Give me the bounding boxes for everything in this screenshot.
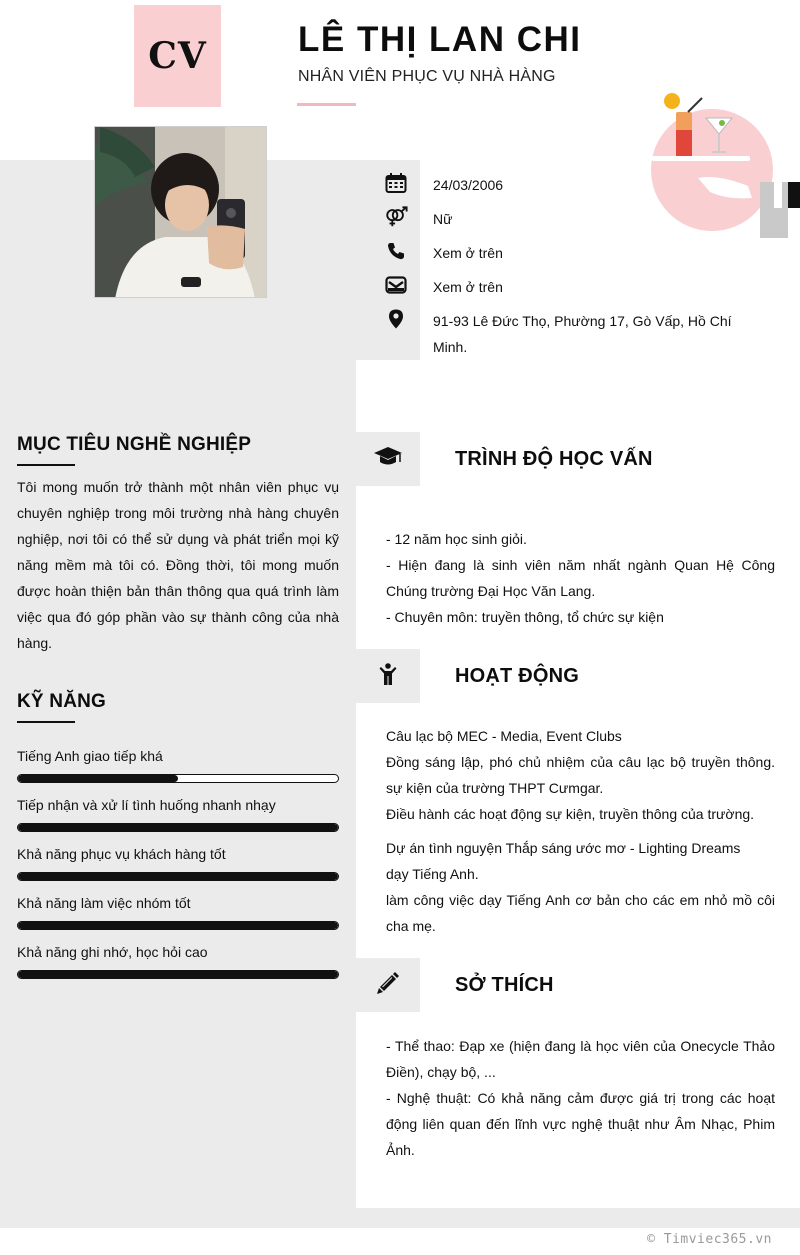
skill-label: Khả năng làm việc nhóm tốt — [17, 895, 191, 911]
skills-underline — [17, 721, 75, 723]
hobby-line: - Nghệ thuật: Có khả năng cảm được giá trị trong các hoạt động liên quan đến lĩnh vực nghệ thuật như Âm Nhạc, Phim Ảnh. — [386, 1090, 775, 1158]
skill-bar — [17, 970, 339, 979]
skill-label: Tiếng Anh giao tiếp khá — [17, 748, 163, 764]
birthday-row — [384, 172, 408, 194]
skill-bar — [17, 872, 339, 881]
skill-label: Tiếp nhận và xử lí tình huống nhanh nhạy — [17, 797, 276, 813]
hobbies-icon-box — [356, 958, 420, 1012]
objective-underline — [17, 464, 75, 466]
hobbies-text — [386, 1033, 775, 1163]
skill-bar-fill — [18, 824, 338, 831]
skill-bar — [17, 774, 339, 783]
skill-label: Khả năng phục vụ khách hàng tốt — [17, 846, 226, 862]
skill-bar-fill — [18, 971, 338, 978]
map-marker-icon — [384, 308, 408, 330]
activity-line: Câu lạc bộ MEC - Media, Event Clubs — [386, 728, 622, 744]
gender-row — [384, 206, 408, 228]
graduation-cap-icon — [373, 446, 403, 473]
skill-label: Khả năng ghi nhớ, học hỏi cao — [17, 944, 208, 960]
objective-title: MỤC TIÊU NGHỀ NGHIỆP — [17, 434, 252, 455]
activity-line: dạy Tiếng Anh. — [386, 866, 479, 882]
child-icon — [379, 663, 397, 690]
calendar-icon — [384, 172, 408, 194]
footer-watermark: © Timviec365.vn — [647, 1232, 772, 1247]
skill-bar — [17, 921, 339, 930]
activity-line: Đồng sáng lập, phó chủ nhiệm của câu lạc bộ truyền thông. sự kiện của trường THPT Cưmgar. — [386, 754, 775, 796]
education-icon-box — [356, 432, 420, 486]
education-line: - 12 năm học sinh giỏi. — [386, 531, 527, 547]
address-row — [384, 308, 408, 330]
email-value: Xem ở trên — [433, 279, 503, 295]
skill-bar-fill — [18, 775, 178, 782]
phone-value: Xem ở trên — [433, 245, 503, 261]
activities-group-1 — [386, 723, 775, 827]
cv-logo — [134, 5, 221, 107]
activity-line: Dự án tình nguyện Thắp sáng ước mơ - Lighting Dreams — [386, 840, 741, 856]
pencil-icon — [377, 972, 399, 999]
education-line: - Hiện đang là sinh viên năm nhất ngành Quan Hệ Công Chúng trường Đại Học Văn Lang. — [386, 557, 775, 599]
activities-group-2 — [386, 835, 775, 939]
education-line: - Chuyên môn: truyền thông, tổ chức sự kiện — [386, 609, 664, 625]
activities-icon-box — [356, 649, 420, 703]
activity-line: Điều hành các hoạt động sự kiện, truyền thông của trường. — [386, 806, 755, 822]
candidate-name: LÊ THỊ LAN CHI — [298, 20, 582, 59]
phone-icon — [384, 240, 408, 262]
title-underline — [297, 103, 356, 106]
hobbies-title: SỞ THÍCH — [455, 974, 554, 996]
address-line-1: 91-93 Lê Đức Thọ, Phường 17, Gò Vấp, Hồ Chí — [433, 313, 732, 329]
address-line-2: Minh. — [433, 339, 468, 355]
skill-bar-fill — [18, 873, 338, 880]
drinks-tray-decoration — [648, 90, 800, 240]
gender-icon — [384, 206, 408, 228]
skills-title: KỸ NĂNG — [17, 691, 107, 712]
profile-photo-illustration — [95, 127, 267, 298]
objective-text: Tôi mong muốn trở thành một nhân viên phục vụ chuyên nghiệp trong môi trường nhà hàng chuyên nghiệp, nơi tôi có thể sử dụng và phát triển mọi kỹ năng mềm mà tôi có. Đồng thời, tôi mong muốn được hoàn thiện bản thân thông qua quá trình làm việc qua đó góp phần vào sự thành công của nhà hàng. — [17, 479, 339, 651]
envelope-icon — [384, 274, 408, 296]
bottom-strip — [356, 1208, 800, 1228]
skill-bar-fill — [18, 922, 338, 929]
candidate-position: NHÂN VIÊN PHỤC VỤ NHÀ HÀNG — [298, 68, 556, 85]
activity-line: làm công việc dạy Tiếng Anh cơ bản cho các em nhỏ mồ côi cha mẹ. — [386, 892, 775, 934]
email-row — [384, 274, 408, 296]
address-value — [433, 308, 763, 360]
activities-title: HOẠT ĐỘNG — [455, 665, 580, 687]
profile-photo — [94, 126, 267, 298]
skill-bar — [17, 823, 339, 832]
cv-logo-text: CV — [148, 35, 207, 77]
education-title: TRÌNH ĐỘ HỌC VẤN — [455, 448, 653, 470]
hobby-line: - Thể thao: Đạp xe (hiện đang là học viên của Onecycle Thảo Điền), chạy bộ, ... — [386, 1038, 775, 1080]
education-text — [386, 526, 775, 630]
birthday-value: 24/03/2006 — [433, 177, 504, 193]
phone-row — [384, 240, 408, 262]
gender-value: Nữ — [433, 211, 453, 227]
